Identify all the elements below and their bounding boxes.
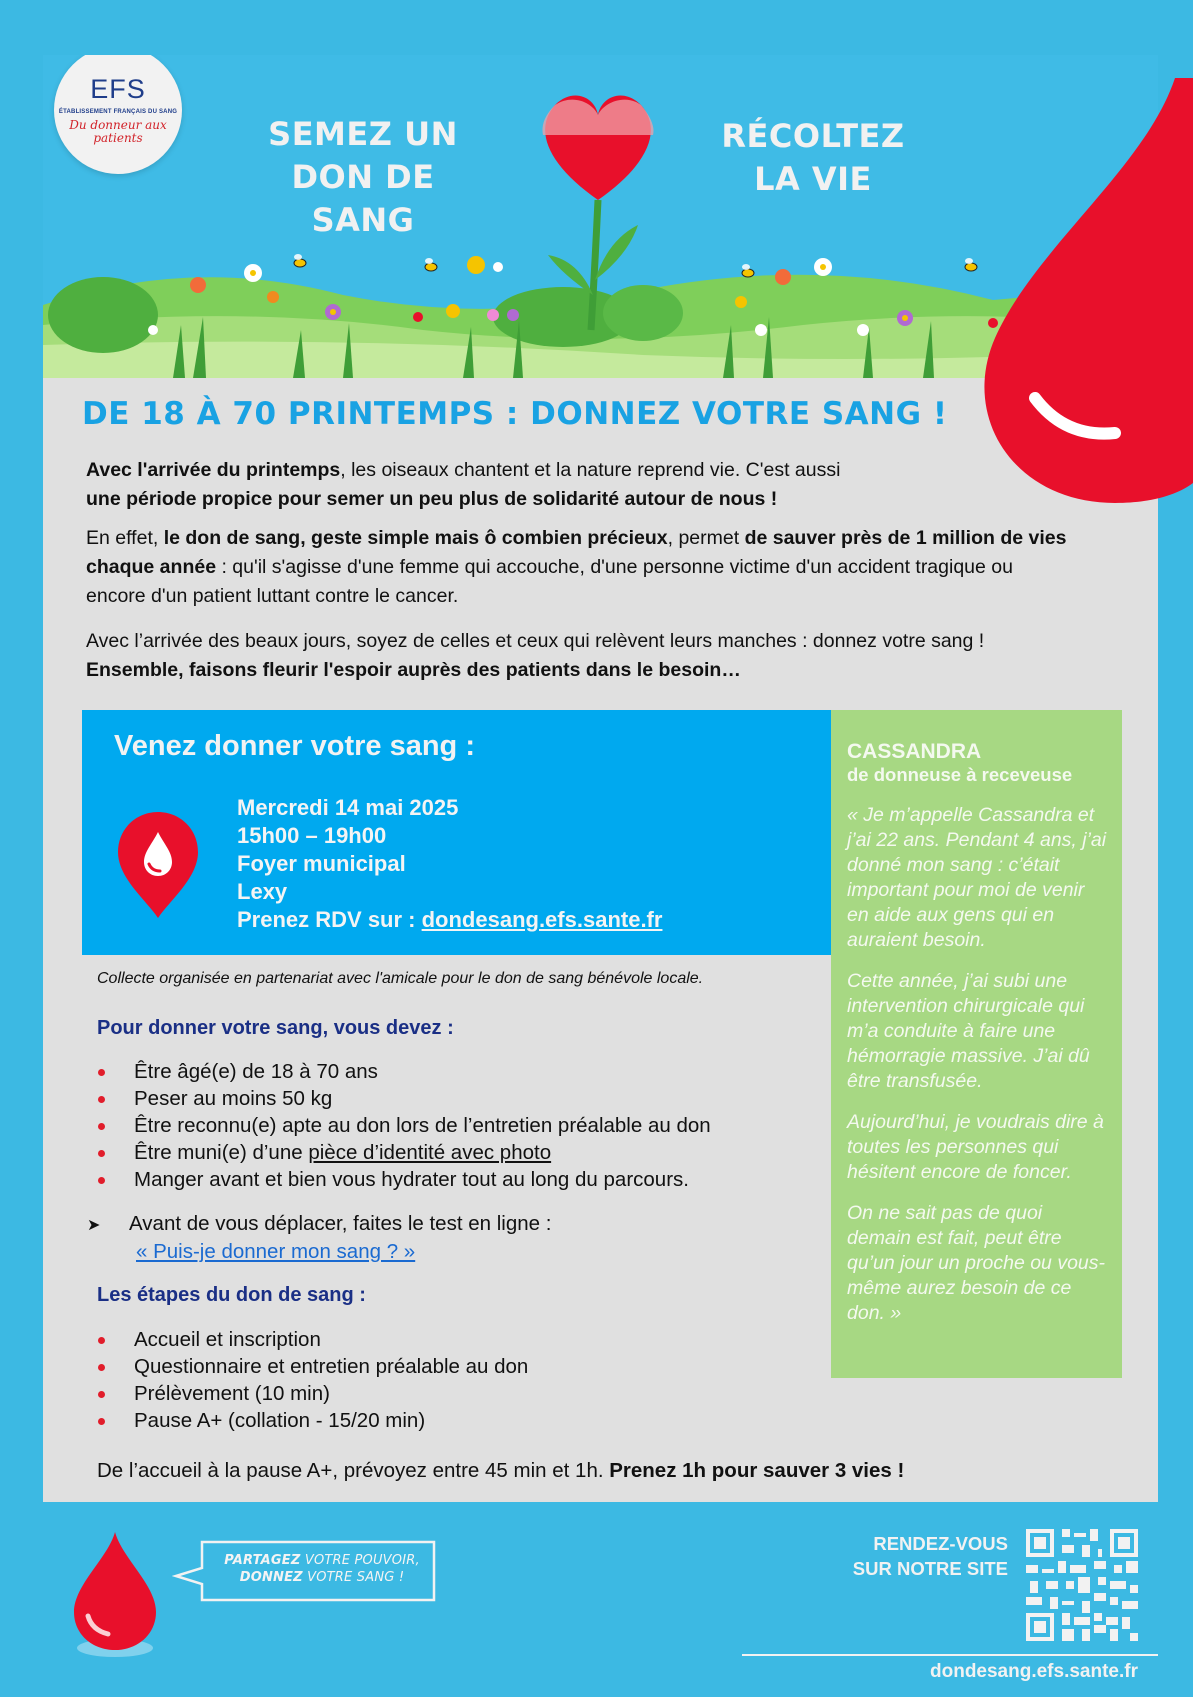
intro-paragraph-3: Avec l’arrivée des beaux jours, soyez de celles et ceux qui relèvent leurs manches : donnez votre sang ! Ensemble, faisons fleurir l'espoir auprès des patients dans le besoin… xyxy=(86,630,985,681)
testimony-name: CASSANDRA xyxy=(847,740,982,763)
event-info xyxy=(237,794,662,934)
intro-paragraph-2: En effet, le don de sang, geste simple mais ô combien précieux, permet de sauver près de 1 million de vies chaque année : qu'il s'agisse d'une femme qui accouche, d'une personne victime d'un accident tragique ou encore d'un patient luttant contre le cancer. xyxy=(86,527,1067,607)
requirements-title: Pour donner votre sang, vous devez : xyxy=(97,1017,454,1039)
steps-title: Les étapes du don de sang : xyxy=(97,1284,366,1306)
testimony-paragraph: Aujourd’hui, je voudrais dire à toutes les personnes qui hésitent encore de foncer. xyxy=(847,1111,1104,1183)
list-item: Manger avant et bien vous hydrater tout au long du parcours. xyxy=(97,1166,711,1193)
testimony-box xyxy=(831,710,1122,1378)
logo-tagline: Du donneur aux patients xyxy=(69,118,167,145)
id-document-link[interactable]: pièce d’identité avec photo xyxy=(308,1141,552,1164)
list-item: Questionnaire et entretien préalable au don xyxy=(97,1353,528,1380)
list-item: Être âgé(e) de 18 à 70 ans xyxy=(97,1058,711,1085)
blood-drop-footer-icon xyxy=(70,1530,160,1662)
share-message: PARTAGEZ VOTRE POUVOIR, DONNEZ VOTRE SANG ! xyxy=(224,1553,420,1585)
blood-drop-icon xyxy=(975,78,1193,503)
qr-code-icon[interactable] xyxy=(1026,1529,1138,1641)
online-test-text: Avant de vous déplacer, faites le test en ligne : xyxy=(129,1212,552,1235)
list-item: Accueil et inscription xyxy=(97,1326,528,1353)
intro-paragraph-1: Avec l'arrivée du printemps, les oiseaux chantent et la nature reprend vie. C'est aussi une période propice pour semer un peu plus de solidarité autour de nous ! xyxy=(86,459,841,510)
list-item: Être reconnu(e) apte au don lors de l’entretien préalable au don xyxy=(97,1112,711,1139)
list-item: Peser au moins 50 kg xyxy=(97,1085,711,1112)
partnership-note: Collecte organisée en partenariat avec l'amicale pour le don de sang bénévole locale. xyxy=(97,970,704,987)
hero-slogan-right: RÉCOLTEZ LA VIE xyxy=(721,117,905,198)
logo-full-name: ÉTABLISSEMENT FRANÇAIS DU SANG xyxy=(58,109,178,115)
event-venue: Foyer municipal xyxy=(237,851,406,876)
arrowhead-bullet-icon: ➤ xyxy=(87,1217,101,1234)
footer-divider xyxy=(742,1654,1158,1656)
testimony-paragraph: « Je m’appelle Cassandra et j’ai 22 ans. Pendant 4 ans, j’ai donné mon sang : c’était important pour moi de venir en aide aux gens qui en auraient besoin. xyxy=(847,804,1107,951)
share-speech-bubble xyxy=(172,1540,438,1602)
closing-line: De l’accueil à la pause A+, prévoyez entre 45 min et 1h. Prenez 1h pour sauver 3 vies ! xyxy=(97,1459,905,1482)
logo-acronym: EFS xyxy=(90,74,146,104)
list-item: Être muni(e) d’une pièce d’identité avec photo xyxy=(97,1139,711,1166)
event-details-box xyxy=(82,710,831,955)
steps-list xyxy=(97,1326,528,1434)
list-item: Pause A+ (collation - 15/20 min) xyxy=(97,1407,528,1434)
location-pin-icon xyxy=(116,810,200,920)
online-test xyxy=(87,1211,551,1265)
event-heading: Venez donner votre sang : xyxy=(114,730,475,762)
testimony-paragraph: Cette année, j’ai subi une intervention chirurgicale qui m’a conduite à faire une hémorragie massive. J’ai dû être transfusée. xyxy=(847,970,1090,1092)
online-test-link[interactable]: « Puis-je donner mon sang ? » xyxy=(136,1240,416,1263)
event-date: Mercredi 14 mai 2025 xyxy=(237,795,459,820)
testimony-subtitle: de donneuse à receveuse xyxy=(847,764,1073,785)
testimony-paragraph: On ne sait pas de quoi demain est fait, peut être qu’un jour un proche ou vous-même aurez besoin de ce don. » xyxy=(847,1202,1106,1324)
website-link[interactable]: dondesang.efs.sante.fr xyxy=(930,1661,1138,1682)
event-time: 15h00 – 19h00 xyxy=(237,823,387,848)
event-rdv: Prenez RDV sur : dondesang.efs.sante.fr xyxy=(237,907,663,932)
page-title: DE 18 À 70 PRINTEMPS : DONNEZ VOTRE SANG ! xyxy=(82,396,948,432)
requirements-list xyxy=(97,1058,711,1193)
rdv-link[interactable]: dondesang.efs.sante.fr xyxy=(421,907,663,932)
hero-slogan-left: SEMEZ UN DON DE SANG xyxy=(268,115,458,239)
visit-site-label: RENDEZ-VOUS SUR NOTRE SITE xyxy=(852,1533,1008,1579)
list-item: Prélèvement (10 min) xyxy=(97,1380,528,1407)
event-city: Lexy xyxy=(237,879,288,904)
